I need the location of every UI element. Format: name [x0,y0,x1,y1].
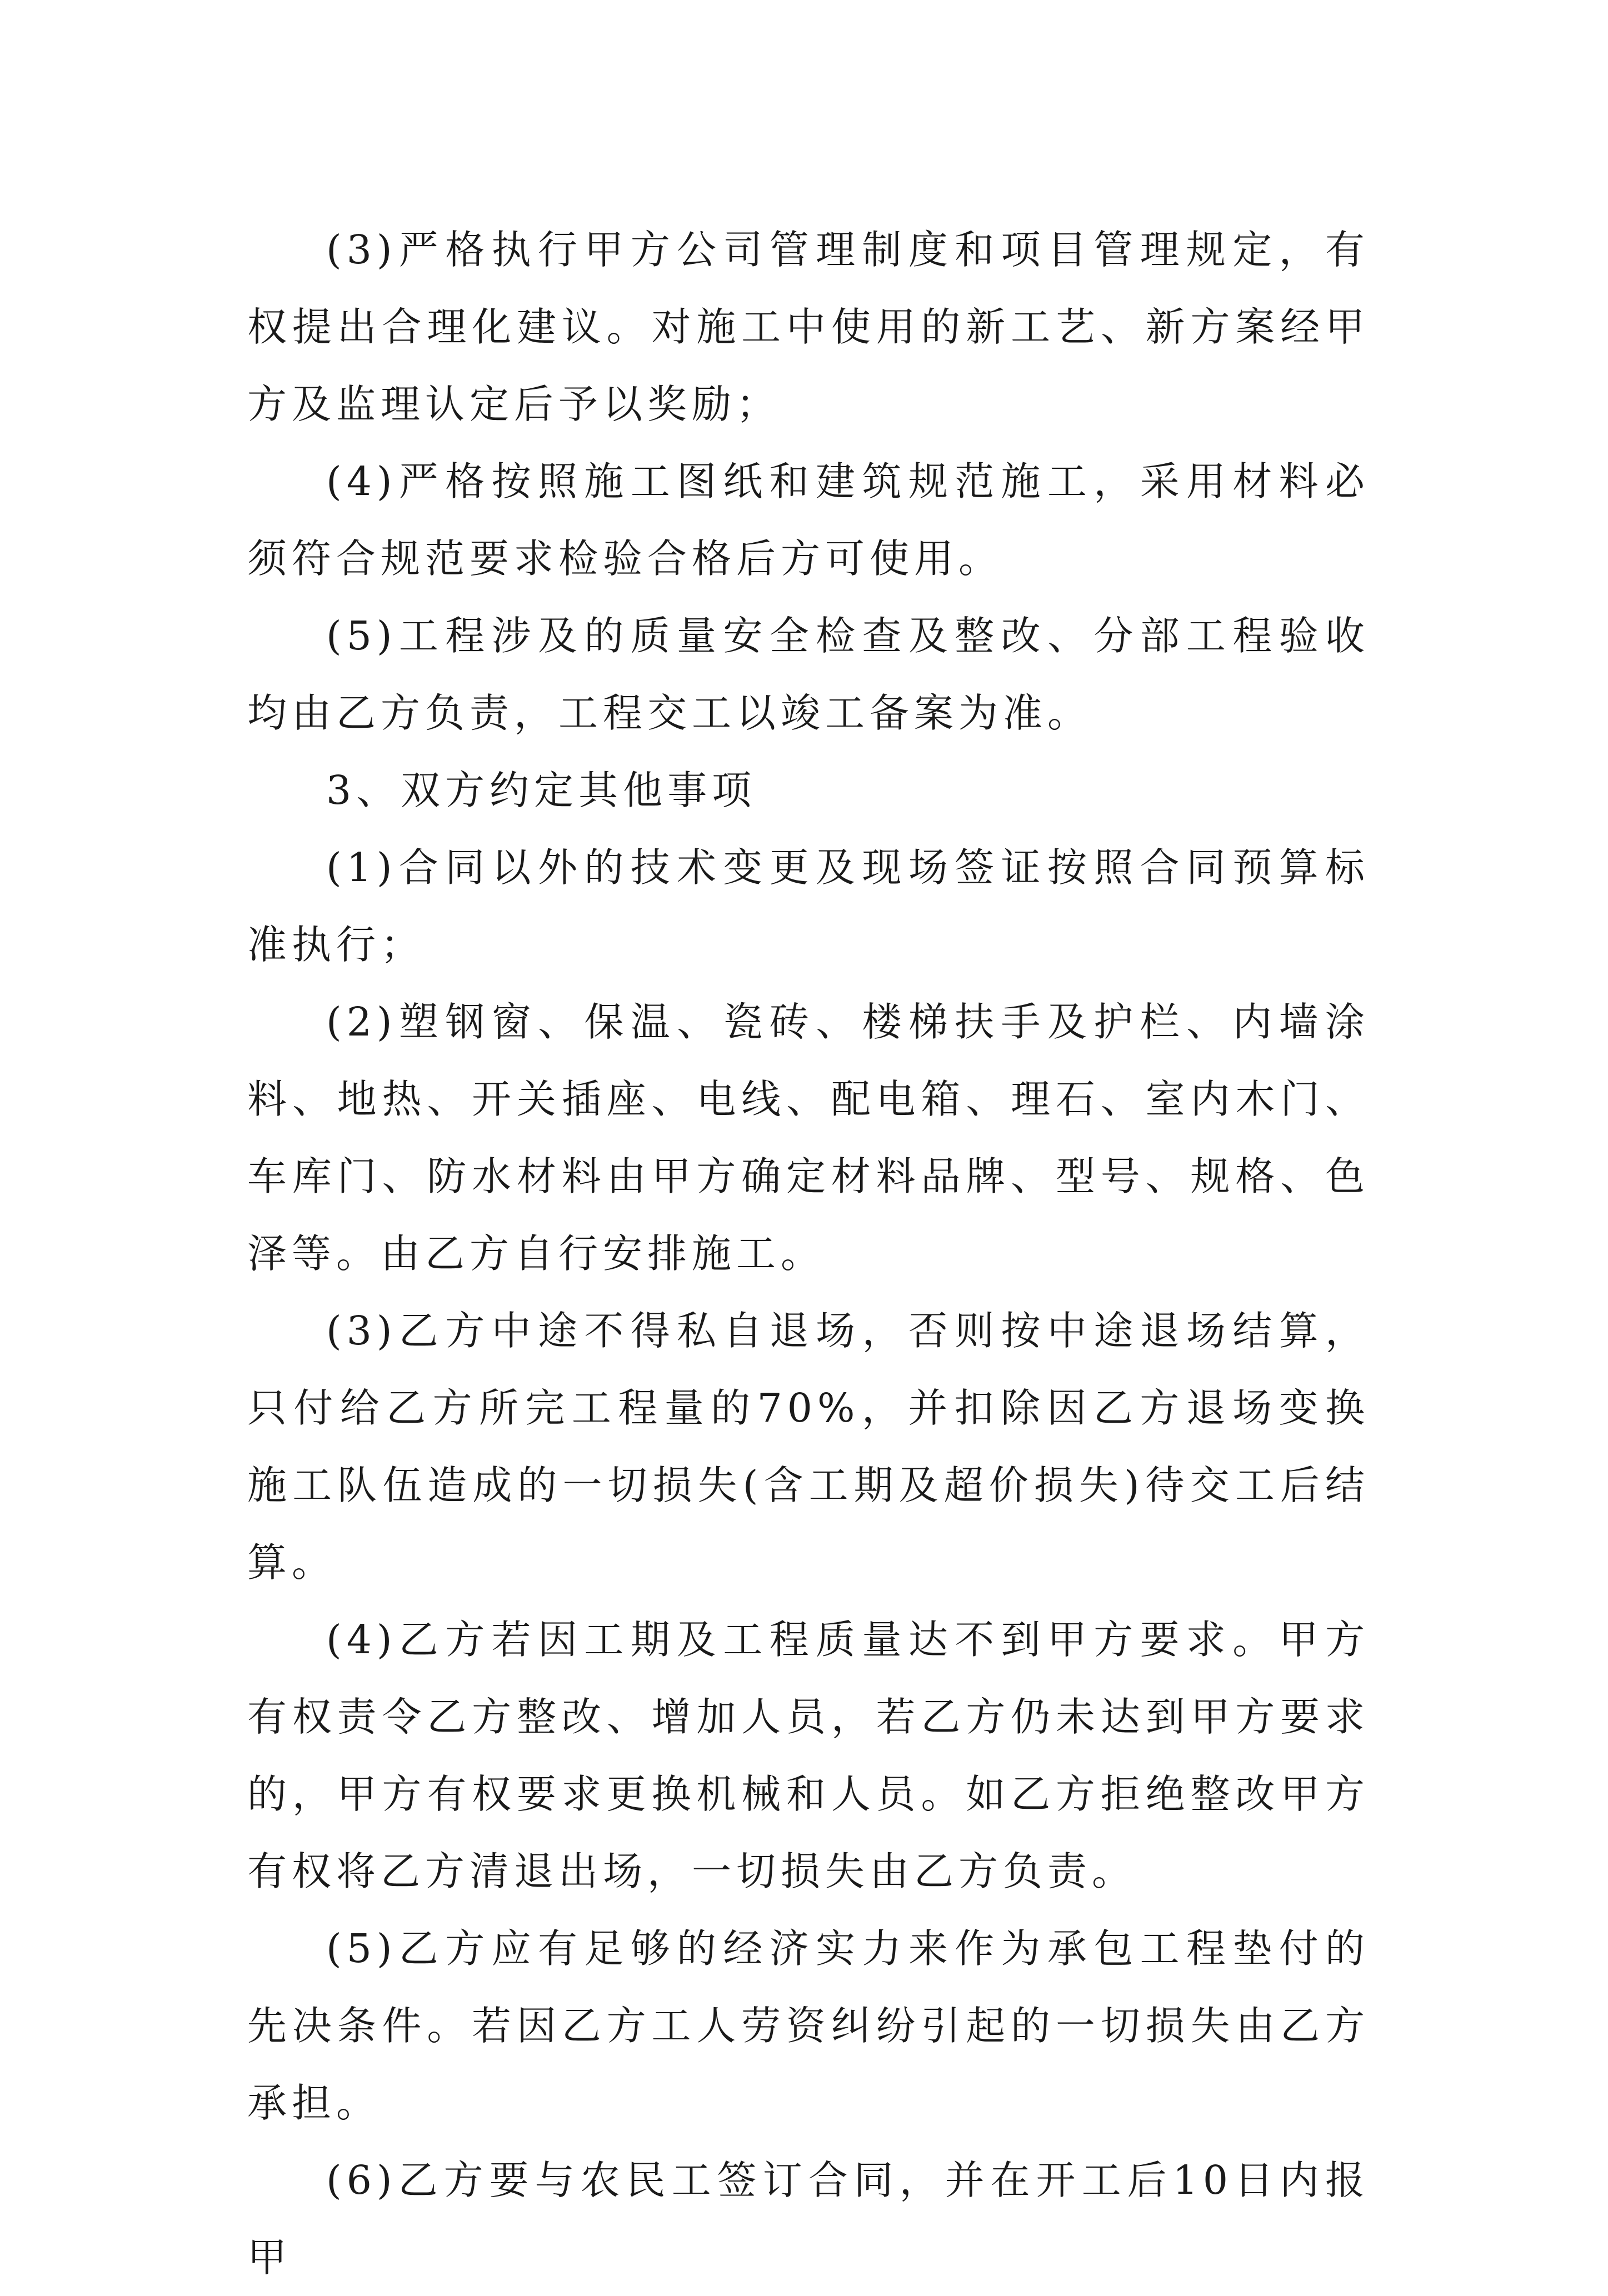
clause-4-schedule-quality: (4)乙方若因工期及工程质量达不到甲方要求。甲方有权责令乙方整改、增加人员，若乙方仍未达到甲方要求的，甲方有权要求更换机械和人员。如乙方拒绝整改甲方有权将乙方清退出场，一切损失由乙方负责。 [247,1617,1370,1894]
clause-2-materials: (2)塑钢窗、保温、瓷砖、楼梯扶手及护栏、内墙涂料、地热、开关插座、电线、配电箱、理石、室内木门、车库门、防水材料由甲方确定材料品牌、型号、规格、色泽等。由乙方自行安排施工。 [247,999,1370,1277]
clause-6-worker-contracts: (6)乙方要与农民工签订合同，并在开工后10日内报甲 [247,2157,1370,2280]
clause-1-technical-changes: (1)合同以外的技术变更及现场签证按照合同预算标准执行； [247,844,1370,968]
clause-5-quality-inspection: (5)工程涉及的质量安全检查及整改、分部工程验收均由乙方负责，工程交工以竣工备案为准。 [247,613,1370,736]
clause-4-construction-standards: (4)严格按照施工图纸和建筑规范施工，采用材料必须符合规范要求检验合格后方可使用。 [247,458,1370,582]
clause-3-withdrawal: (3)乙方中途不得私自退场，否则按中途退场结算，只付给乙方所完工程量的70%，并扣除因乙方退场变换施工队伍造成的一切损失(含工期及超价损失)待交工后结算。 [247,1308,1370,1585]
clause-3-management: (3)严格执行甲方公司管理制度和项目管理规定，有权提出合理化建议。对施工中使用的新工艺、新方案经甲方及监理认定后予以奖励； [247,227,1370,427]
clause-5-financial-capacity: (5)乙方应有足够的经济实力来作为承包工程垫付的先决条件。若因乙方工人劳资纠纷引起的一切损失由乙方承担。 [247,1925,1370,2126]
section-heading-other-matters: 3、双方约定其他事项 [326,767,757,813]
document-body [247,211,1370,2296]
